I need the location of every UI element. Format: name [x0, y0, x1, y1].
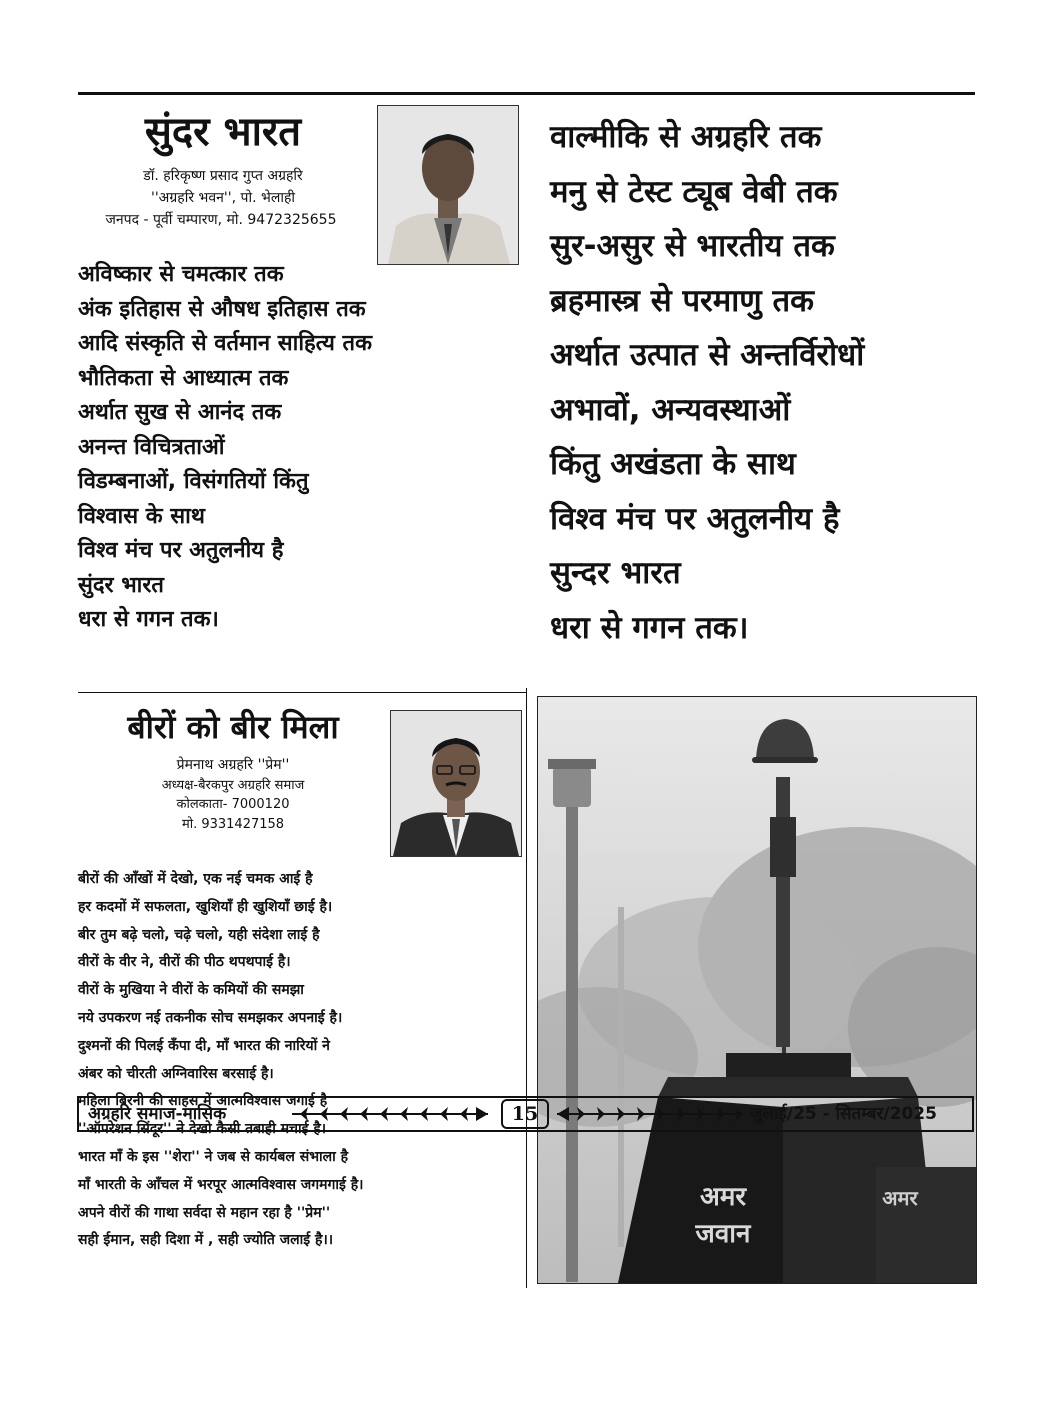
poem3-line: अपने वीरों की गाथा सर्वदा से महान रहा है ''प्रेम'' — [78, 1204, 331, 1221]
memorial-illustration — [538, 697, 976, 1283]
portrait-man-glasses-none — [378, 106, 518, 264]
poem3-author — [78, 756, 388, 834]
poem1-author-photo — [377, 105, 519, 265]
poem2-line: ब्रहमास्त्र से परमाणु तक — [550, 282, 814, 319]
poem2-line: मनु से टेस्ट ट्यूब वेबी तक — [550, 173, 838, 210]
poem1-line: अंक इतिहास से औषध इतिहास तक — [78, 296, 366, 322]
amar-jawan-memorial-photo — [537, 696, 977, 1284]
poem3-author-city: कोलकाता- 7000120 — [176, 797, 290, 812]
poem3-author-name: प्रेमनाथ अग्रहरि ''प्रेम'' — [176, 757, 290, 773]
poem3-line: हर कदमों में सफलता, खुशियाँ ही खुशियाँ छाई है। — [78, 898, 333, 915]
footer-ornament-left-icon — [290, 1103, 490, 1125]
poem3-line: महिला बिरनी की साहस में आत्मविश्वास जगाई है — [78, 1093, 328, 1110]
poem2-line: सुन्दर भारत — [550, 555, 681, 591]
poem3-line: अंबर को चीरती अग्निवारिस बरसाई है। — [78, 1065, 274, 1082]
poem3-body — [78, 866, 523, 1255]
poem2-body — [550, 110, 980, 655]
footer-magazine-name: अग्रहरि समाज-मासिक — [88, 1104, 227, 1124]
poem2-line: वाल्मीकि से अग्रहरि तक — [550, 119, 822, 155]
poem1-author — [78, 165, 368, 231]
poem3-line: सही ईमान, सही दिशा में , सही ज्योति जलाई है।। — [78, 1232, 334, 1249]
poem3-line: वीरों के वीर ने, वीरों की पीठ थपथपाई है। — [78, 954, 291, 971]
poem2-line: किंतु अखंडता के साथ — [550, 446, 796, 482]
poem3-line: नये उपकरण नई तकनीक सोच समझकर अपनाई है। — [78, 1009, 343, 1026]
poem1-line: भौतिकता से आध्यात्म तक — [78, 365, 289, 391]
poem1-body — [78, 258, 518, 638]
poem1-author-contact: जनपद - पूर्वी चम्पारण, मो. 9472325655 — [105, 212, 337, 228]
poem2-line: विश्व मंच पर अतुलनीय है — [550, 500, 840, 537]
poem2-line: धरा से गगन तक। — [550, 609, 749, 646]
poem1-line: धरा से गगन तक। — [78, 607, 219, 632]
footer-ornament-right-icon — [555, 1103, 745, 1125]
poem1-author-name: डॉ. हरिकृष्ण प्रसाद गुप्त अग्रहरि — [143, 168, 303, 184]
poem1-line: सुंदर भारत — [78, 572, 164, 598]
section-divider — [78, 692, 526, 693]
poem3-line: माँ भारती के आँचल में भरपूर आत्मविश्वास जगमगाई है। — [78, 1176, 364, 1193]
poem1-line: अनन्त विचित्रताओं — [78, 434, 225, 460]
page-number: 15 — [501, 1099, 549, 1129]
poem3-line: बीर तुम बढ़े चलो, चढ़े चलो, यही संदेशा लाई है — [78, 926, 320, 943]
memorial-side-inscription: अमर — [882, 1186, 918, 1210]
poem3-line: बीरों की आँखों में देखो, एक नई चमक आई है — [78, 871, 313, 887]
poem3-line: भारत माँ के इस ''शेरा'' ने जब से कार्यबल संभाला है — [78, 1148, 349, 1165]
poem3-title: बीरों को बीर मिला — [127, 708, 339, 746]
portrait-man-glasses — [391, 711, 521, 856]
poem2-line: अभावों, अन्यवस्थाओं — [550, 391, 791, 428]
poem3-author-photo — [390, 710, 522, 857]
poem2-line: सुर-असुर से भारतीय तक — [550, 228, 835, 264]
poem1-line: विश्वास के साथ — [78, 503, 205, 529]
poem2-line: अर्थात उत्पात से अन्तर्विरोधों — [550, 337, 865, 373]
poem3-author-role: अध्यक्ष-बैरकपुर अग्रहरि समाज — [161, 777, 305, 793]
poem3-line: वीरों के मुखिया ने वीरों के कमियों की समझा — [78, 982, 304, 999]
memorial-inscription-line2: जवान — [695, 1219, 751, 1249]
poem1-author-address: ''अग्रहरि भवन'', पो. भेलाही — [150, 190, 296, 206]
poem1-line: विश्व मंच पर अतुलनीय है — [78, 538, 284, 563]
memorial-inscription-line1: अमर — [699, 1182, 747, 1212]
poem1-title: सुंदर भारत — [144, 108, 302, 155]
poem1-line: आदि संस्कृति से वर्तमान साहित्य तक — [78, 331, 372, 356]
top-rule — [78, 92, 975, 95]
poem3-line: दुश्मनों की पिलई कँपा दी, माँ भारत की नारियों ने — [78, 1037, 330, 1054]
poem1-line: अर्थात सुख से आनंद तक — [78, 400, 282, 425]
poem3-author-phone: मो. 9331427158 — [181, 816, 285, 832]
footer-issue-date: जुलाई/25 - सितम्बर/2025 — [750, 1104, 937, 1124]
poem1-line: विडम्बनाओं, विसंगतियों किंतु — [78, 469, 309, 494]
poem1-line: अविष्कार से चमत्कार तक — [78, 262, 284, 287]
column-divider — [526, 688, 527, 1288]
poem3-line: ''ऑपरेशन सिंदूर'' ने देखो कैसी तबाही मचाई है। — [78, 1121, 327, 1138]
